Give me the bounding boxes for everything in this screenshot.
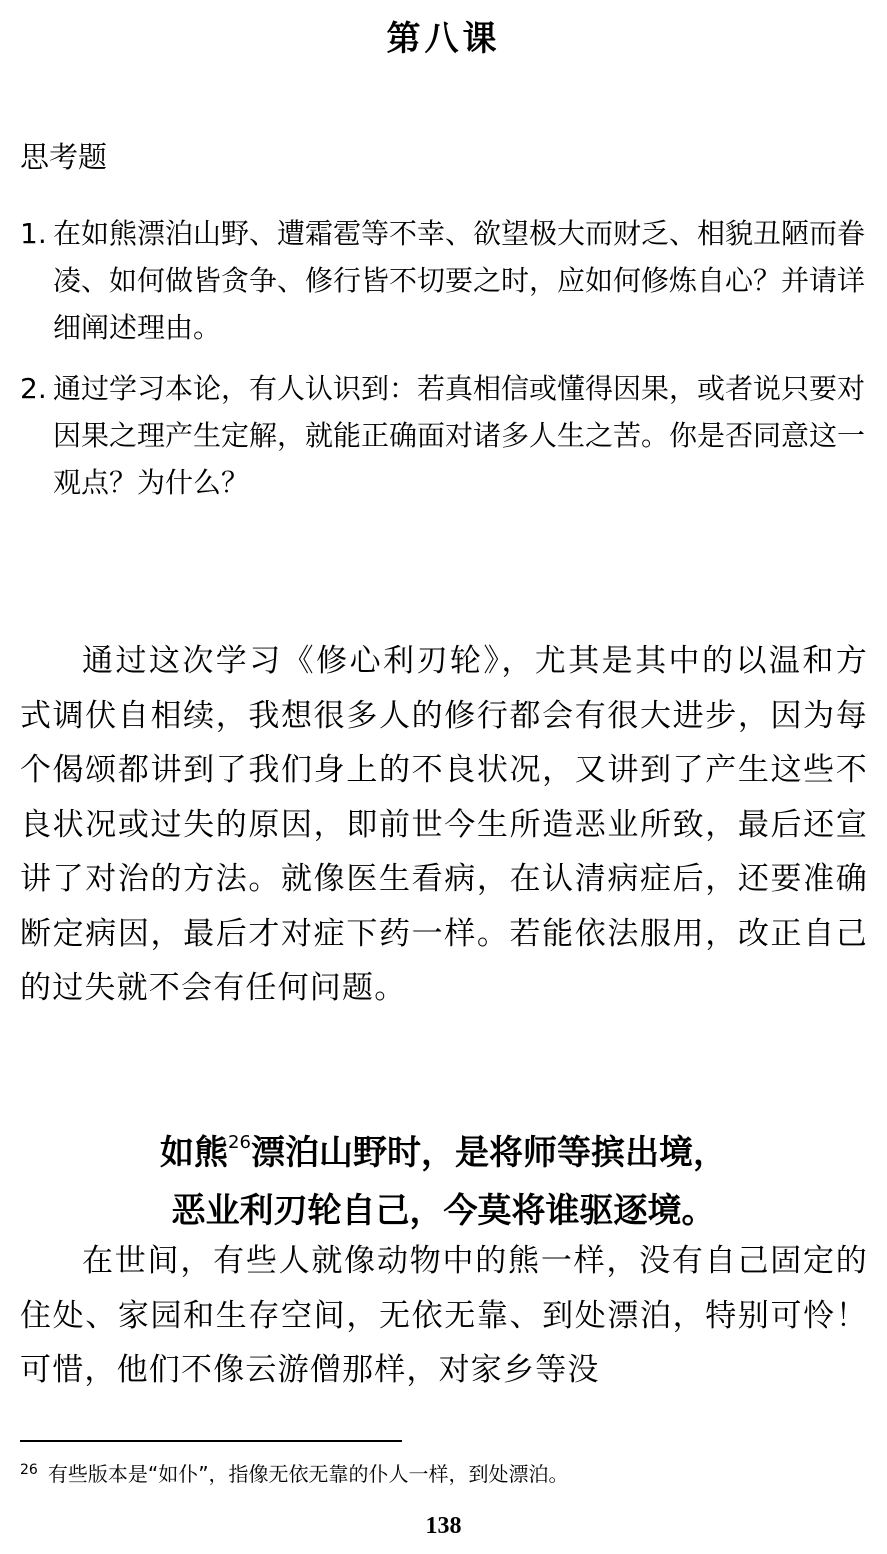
verse-line [0,1124,887,1182]
question-text: 通过学习本论，有人认识到：若真相信或懂得因果，或者说只要对因果之理产生定解，就能正确面对诸多人生之苦。你是否同意这一观点？为什么？ [53,372,866,499]
question-item [20,365,870,506]
question-item [20,210,870,351]
verse-text: 如熊 [160,1133,229,1173]
footnote-divider [20,1440,402,1442]
body-paragraph: 在世间，有些人就像动物中的熊一样，没有自己固定的住处、家园和生存空间，无依无靠、到处漂泊，特别可怜！可惜，他们不像云游僧那样，对家乡等没 [20,1243,868,1388]
page-number: 138 [425,1513,462,1539]
verse-line: 恶业利刃轮自己，今莫将谁驱逐境。 [171,1191,716,1231]
footnote-text: 有些版本是“如仆”，指像无依无靠的仆人一样，到处漂泊。 [47,1462,569,1486]
question-number: 1. [20,217,47,250]
verse-text: 漂泊山野时，是将师等摈出境， [250,1133,727,1173]
chapter-title: 第八课 [386,19,501,59]
footnote-reference[interactable]: 26 [228,1132,251,1153]
footnote-mark: 26 [20,1462,38,1478]
questions-heading: 思考题 [20,140,108,174]
question-number: 2. [20,372,47,405]
body-paragraph: 通过这次学习《修心利刃轮》，尤其是其中的以温和方式调伏自相续，我想很多人的修行都会有很大进步，因为每个偈颂都讲到了我们身上的不良状况，又讲到了产生这些不良状况或过失的原因，即前世今生所造恶业所致，最后还宣讲了对治的方法。就像医生看病，在认清病症后，还要准确断定病因，最后才对症下药一样。若能依法服用，改正自己的过失就不会有任何问题。 [20,643,868,1006]
footnote [20,1455,870,1489]
question-text: 在如熊漂泊山野、遭霜雹等不幸、欲望极大而财乏、相貌丑陋而眷凌、如何做皆贪争、修行皆不切要之时，应如何修炼自心？并请详细阐述理由。 [53,217,866,344]
